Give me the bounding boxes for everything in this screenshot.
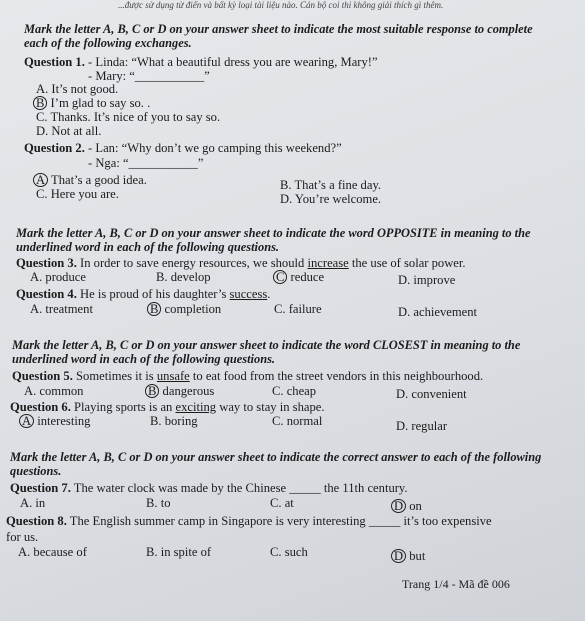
question-text: The water clock was made by the Chinese _____ the 11th century.	[70, 481, 408, 495]
q5-option-a: A. common	[24, 384, 84, 398]
underlined-word: unsafe	[156, 369, 190, 383]
circled-answer: A	[33, 173, 48, 187]
q1-option-b	[36, 96, 150, 110]
q5-option-c: C. cheap	[272, 384, 317, 398]
circled-answer: D	[391, 549, 406, 563]
question-label: Question 2.	[24, 141, 85, 155]
option-text: interesting	[34, 414, 91, 428]
question-text: to eat food from the street vendors in this neighbourhood.	[189, 369, 484, 383]
question-label: Question 5.	[12, 369, 73, 383]
question-6	[10, 400, 325, 414]
question-text: way to stay in shape.	[216, 400, 325, 414]
q2-option-d: D. You’re welcome.	[280, 192, 382, 206]
option-text: reduce	[287, 270, 325, 284]
page-footer: Trang 1/4 - Mã đề 006	[402, 577, 510, 591]
question-label: Question 8.	[6, 514, 67, 528]
option-text: I’m glad to say so. .	[47, 96, 151, 110]
q8-option-a: A. because of	[18, 545, 87, 559]
question-label: Question 6.	[10, 400, 71, 414]
instruction-4a: Mark the letter A, B, C or D on your answer sheet to indicate the correct answer to each of the following	[10, 450, 542, 464]
underlined-word: increase	[307, 256, 349, 270]
question-8	[6, 514, 492, 528]
q4-option-a: A. treatment	[30, 302, 93, 316]
instruction-4b: questions.	[10, 464, 62, 478]
question-line: - Lan: “Why don’t we go camping this weekend?”	[88, 141, 342, 155]
underlined-word: exciting	[175, 400, 217, 414]
question-label: Question 3.	[16, 256, 77, 270]
q2-option-b: B. That’s a fine day.	[280, 178, 382, 192]
instruction-3b: underlined word in each of the following questions.	[12, 352, 275, 366]
question-text: .	[267, 287, 271, 301]
top-note: ...được sử dụng từ điển và bất kỳ loại tài liệu nào. Cán bộ coi thi không giải thích gì thêm.	[118, 0, 444, 10]
q6-option-c: C. normal	[272, 414, 323, 428]
question-text: Playing sports is an	[70, 400, 176, 414]
q1-option-d: D. Not at all.	[36, 124, 102, 138]
question-text: He is proud of his daughter’s	[76, 287, 230, 301]
q3-option-d: D. improve	[398, 273, 456, 287]
question-1	[24, 55, 378, 69]
q1-reply: - Mary: “___________”	[88, 69, 210, 83]
question-text: The English summer camp in Singapore is very interesting _____ it’s too expensive	[66, 514, 492, 528]
circled-answer: B	[33, 96, 47, 110]
instruction-1b: each of the following exchanges.	[24, 36, 192, 50]
q2-reply: - Nga: “___________”	[88, 156, 204, 170]
instruction-2b: underlined word in each of the following questions.	[16, 240, 279, 254]
q8-text-cont: for us.	[6, 530, 39, 544]
q8-option-c: C. such	[270, 545, 308, 559]
question-7	[10, 481, 408, 495]
option-text: That’s a good idea.	[48, 173, 147, 187]
instruction-1a: Mark the letter A, B, C or D on your answer sheet to indicate the most suitable response to complete	[24, 22, 533, 36]
q2-option-c: C. Here you are.	[36, 187, 119, 201]
instruction-2a: Mark the letter A, B, C or D on your answer sheet to indicate the word OPPOSITE in meaning to the	[16, 226, 531, 240]
underlined-word: success	[229, 287, 268, 301]
question-4	[16, 287, 270, 301]
q6-option-d: D. regular	[396, 419, 448, 433]
option-text: dangerous	[159, 384, 215, 398]
circled-answer: D	[391, 499, 406, 513]
q5-option-d: D. convenient	[396, 387, 467, 401]
question-3	[16, 256, 466, 270]
question-label: Question 7.	[10, 481, 71, 495]
question-5	[12, 369, 483, 383]
q7-option-d	[394, 499, 422, 513]
q3-option-b: B. develop	[156, 270, 211, 284]
q2-option-a	[36, 173, 147, 187]
question-text: the use of solar power.	[348, 256, 466, 270]
q7-option-c: C. at	[270, 496, 294, 510]
q7-option-a: A. in	[20, 496, 46, 510]
circled-answer: A	[19, 414, 34, 428]
q1-option-a: A. It’s not good.	[36, 82, 119, 96]
q6-option-b: B. boring	[150, 414, 198, 428]
instruction-3a: Mark the letter A, B, C or D on your answer sheet to indicate the word CLOSEST in meaning to the	[12, 338, 521, 352]
option-text: but	[406, 549, 426, 563]
option-text: on	[406, 499, 422, 513]
question-line: - Linda: “What a beautiful dress you are wearing, Mary!”	[88, 55, 378, 69]
q7-option-b: B. to	[146, 496, 171, 510]
question-text: Sometimes it is	[72, 369, 157, 383]
q3-option-a: A. produce	[30, 270, 86, 284]
q6-option-a	[22, 414, 90, 428]
question-text: In order to save energy resources, we should	[76, 256, 308, 270]
q8-option-b: B. in spite of	[146, 545, 212, 559]
option-text: completion	[161, 302, 222, 316]
circled-answer: C	[273, 270, 287, 284]
question-2	[24, 141, 342, 155]
q3-option-c	[276, 270, 324, 284]
circled-answer: B	[145, 384, 159, 398]
q4-option-b	[150, 302, 221, 316]
q1-option-c: C. Thanks. It’s nice of you to say so.	[36, 110, 221, 124]
question-label: Question 4.	[16, 287, 77, 301]
q5-option-b	[148, 384, 214, 398]
circled-answer: B	[147, 302, 161, 316]
q8-option-d	[394, 549, 425, 563]
q4-option-d: D. achievement	[398, 305, 478, 319]
question-label: Question 1.	[24, 55, 85, 69]
q4-option-c: C. failure	[274, 302, 322, 316]
